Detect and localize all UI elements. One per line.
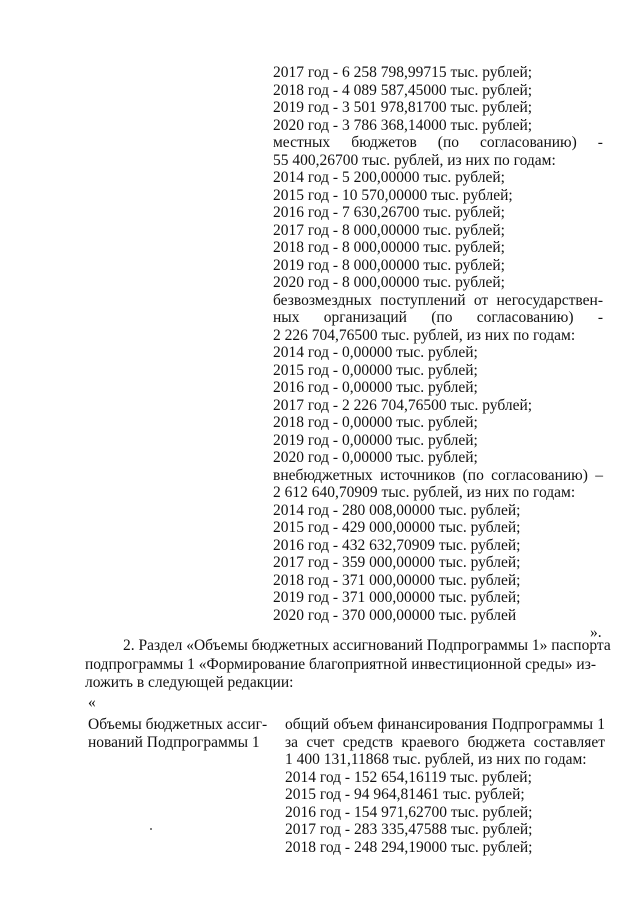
word: бюджетов bbox=[351, 134, 417, 151]
year-line: 2018 год - 0,00000 тыс. рублей; bbox=[273, 414, 478, 431]
word: организаций bbox=[323, 309, 407, 326]
funding-line: 2018 год - 4 089 587,45000 тыс. рублей; bbox=[273, 81, 533, 99]
word: согласованию) bbox=[480, 134, 577, 151]
opening-quote: « bbox=[88, 694, 96, 711]
word: бюджета bbox=[467, 733, 526, 751]
word: Подпрограммы bbox=[491, 716, 594, 733]
year-line: 2020 год - 0,00000 тыс. рублей; bbox=[273, 449, 478, 466]
scan-speck bbox=[150, 828, 152, 830]
closing-quote: ». bbox=[590, 624, 602, 641]
local-budget-total: 55 400,26700 тыс. рублей, из них по годам: bbox=[273, 151, 556, 169]
year-line: 2017 год - 283 335,47588 тыс. рублей; bbox=[285, 821, 533, 838]
year-line: 2017 год - 359 000,00000 тыс. рублей; bbox=[273, 554, 521, 571]
year-line: 2014 год - 0,00000 тыс. рублей; bbox=[273, 344, 478, 361]
paragraph-line: подпрограммы 1 «Формирование благоприятной инвестиционной среды» из- bbox=[85, 655, 596, 673]
year-line: 2017 год - 2 226 704,76500 тыс. рублей; bbox=[273, 396, 533, 414]
nongovernment-header-line-2 bbox=[273, 309, 603, 327]
word: (по bbox=[462, 466, 484, 484]
word: (по bbox=[437, 134, 459, 151]
value-line-1 bbox=[285, 716, 605, 734]
year-line: 2018 год - 8 000,00000 тыс. рублей; bbox=[273, 239, 505, 256]
year-line: 2016 год - 7 630,26700 тыс. рублей; bbox=[273, 204, 505, 221]
value-line-2 bbox=[285, 734, 605, 752]
word: объем bbox=[333, 716, 374, 733]
year-line: 2016 год - 154 971,62700 тыс. рублей; bbox=[285, 803, 533, 821]
year-line: 2016 год - 432 632,70909 тыс. рублей; bbox=[273, 536, 521, 554]
local-budget-block bbox=[273, 134, 603, 292]
year-line: 2018 год - 248 294,19000 тыс. рублей; bbox=[285, 838, 533, 856]
funding-line: 2017 год - 6 258 798,99715 тыс. рублей; bbox=[273, 64, 533, 81]
year-line: 2019 год - 0,00000 тыс. рублей; bbox=[273, 431, 478, 449]
funding-line: 2019 год - 3 501 978,81700 тыс. рублей; bbox=[273, 99, 533, 116]
word: от bbox=[473, 291, 489, 309]
year-line: 2018 год - 371 000,00000 тыс. рублей; bbox=[273, 571, 521, 589]
extrabudgetary-block bbox=[273, 467, 603, 625]
extrabudgetary-total: 2 612 640,70909 тыс. рублей, из них по годам: bbox=[273, 484, 576, 501]
funding-lines-before bbox=[273, 64, 603, 134]
table-value-cell bbox=[285, 716, 605, 856]
nongovernment-header-line-1 bbox=[273, 292, 603, 310]
word: за bbox=[285, 733, 299, 751]
paragraph-line: ложить в следующей редакции: bbox=[85, 674, 294, 691]
label-line: Объемы бюджетных ассиг- bbox=[88, 716, 268, 733]
value-total: 1 400 131,11868 тыс. рублей, из них по годам: bbox=[285, 751, 587, 768]
word: – bbox=[595, 466, 603, 484]
word: (по bbox=[431, 309, 453, 326]
year-line: 2019 год - 371 000,00000 тыс. рублей; bbox=[273, 589, 521, 606]
word: источников bbox=[380, 466, 456, 484]
year-line: 2015 год - 10 570,00000 тыс. рублей; bbox=[273, 186, 513, 204]
word: - bbox=[597, 134, 603, 151]
paragraph-line: 2. Раздел «Объемы бюджетных ассигнований Подпрограммы 1» паспорта bbox=[123, 637, 611, 654]
year-line: 2015 год - 94 964,81461 тыс. рублей; bbox=[285, 786, 525, 803]
year-line: 2019 год - 8 000,00000 тыс. рублей; bbox=[273, 256, 505, 274]
label-line: нований Подпрограммы 1 bbox=[88, 733, 260, 751]
year-line: 2015 год - 429 000,00000 тыс. рублей; bbox=[273, 519, 521, 536]
year-line: 2020 год - 8 000,00000 тыс. рублей; bbox=[273, 274, 505, 291]
section-2-paragraph bbox=[85, 637, 611, 693]
year-line: 2014 год - 5 200,00000 тыс. рублей; bbox=[273, 169, 505, 186]
word: внебюджетных bbox=[273, 466, 373, 484]
extrabudgetary-header bbox=[273, 467, 603, 485]
word: 1 bbox=[597, 716, 605, 733]
year-line: 2014 год - 280 008,00000 тыс. рублей; bbox=[273, 501, 521, 519]
word: согласованию) bbox=[476, 309, 574, 326]
local-budget-header bbox=[273, 134, 603, 152]
year-line: 2016 год - 0,00000 тыс. рублей; bbox=[273, 379, 478, 396]
word: общий bbox=[285, 716, 330, 733]
word: средств bbox=[342, 733, 393, 751]
word: ных bbox=[273, 309, 300, 326]
word: поступлений bbox=[380, 291, 466, 309]
year-line: 2014 год - 152 654,16119 тыс. рублей; bbox=[285, 768, 532, 786]
funding-line: 2020 год - 3 786 368,14000 тыс. рублей; bbox=[273, 116, 533, 134]
word: безвозмездных bbox=[273, 291, 372, 309]
word: финансирования bbox=[377, 716, 488, 733]
table-label-cell bbox=[88, 716, 268, 751]
year-line: 2015 год - 0,00000 тыс. рублей; bbox=[273, 361, 478, 379]
year-line: 2017 год - 8 000,00000 тыс. рублей; bbox=[273, 221, 505, 239]
year-line: 2020 год - 370 000,00000 тыс. рублей bbox=[273, 606, 517, 624]
funding-continuation-column bbox=[273, 64, 603, 624]
nongovernment-total: 2 226 704,76500 тыс. рублей, из них по годам: bbox=[273, 326, 576, 344]
nongovernment-block bbox=[273, 292, 603, 467]
word: составляет bbox=[533, 733, 605, 751]
word: согласованию) bbox=[491, 466, 588, 484]
word: счет bbox=[306, 733, 335, 751]
word: - bbox=[597, 309, 603, 326]
word: негосударствен- bbox=[496, 291, 603, 309]
word: местных bbox=[273, 134, 331, 151]
word: краевого bbox=[401, 733, 460, 751]
